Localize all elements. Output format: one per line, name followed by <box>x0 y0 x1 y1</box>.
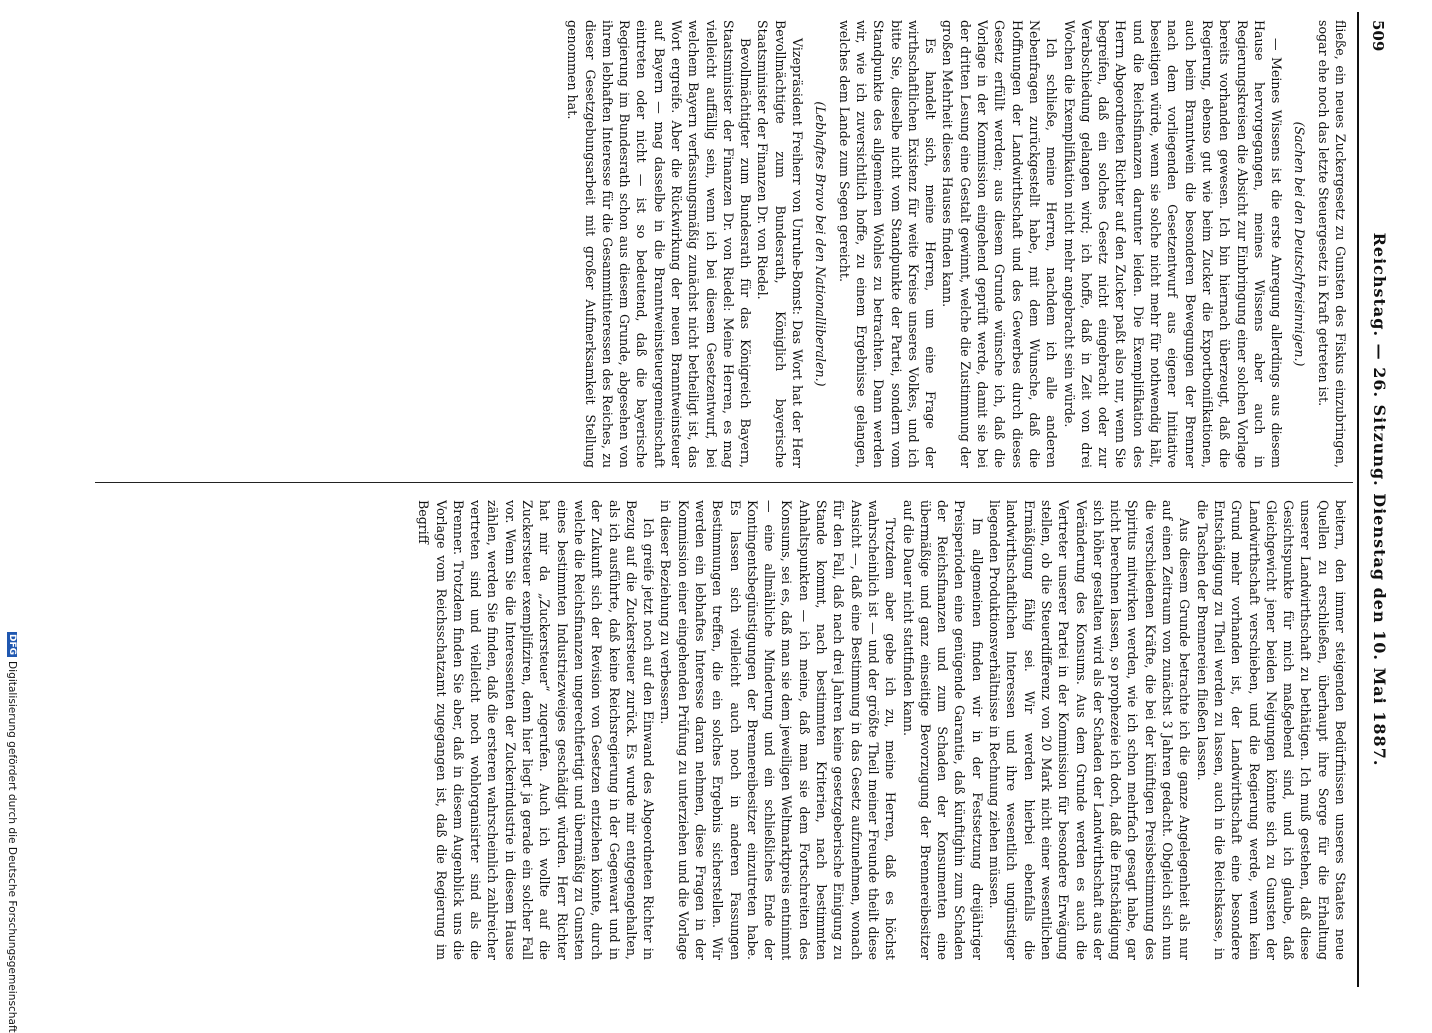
dfg-logo: DFG <box>7 634 17 656</box>
right-column <box>99 500 1349 960</box>
paragraph: Bevollmächtigter zum Bundesrath für das Königreich Bayern, Staatsminister der Finanzen Dr. von Riedel: Meine Herren, es mag vielleicht auffällig sein, wenn ich bei diesem Gesetzentwurf, bei welchem Bayern verfassungsmäßig zunächst nicht betheiligt ist, das Wort ergreife. Aber die Rückwirkung der neuen Branntweinsteuer auf Bayern — mag dasselbe in die Branntweinsteuergemeinschaft eintreten oder nicht — ist so bedeutend, daß die bayerische Regierung im Bundesrath schon aus diesem Grunde, abgesehen von ihrem lebhaften Interesse für die Gesammtinteressen des Reiches, zu dieser Gesetzgebungsarbeit mit großer Aufmerksamkeit Stellung genommen hat. <box>565 20 754 468</box>
paragraph: Ich schließe, meine Herren, nachdem ich alle anderen Nebenfragen zurückgestellt habe, mit dem Wunsche, daß die Hoffnungen der Landwirthschaft und des Gewerbes durch dieses Gesetz erfüllt werden; aus diesem Grunde wünsche ich, daß die Vorlage in der Kommission eingehend geprüft werde, damit sie bei der dritten Lesung eine Gestalt gewinnt, welche die Zustimmung der großen Mehrheit dieses Hauses finden kann. <box>940 20 1060 468</box>
stage-direction: (Lebhaftes Bravo bei den Nationalliberalen.) <box>813 101 829 387</box>
left-column <box>99 20 1349 468</box>
paragraph: fließe, ein neues Zuckergesetz zu Gunsten des Fiskus einzubringen, sogar ehe noch das letzte Steuergesetz in Kraft getreten ist. <box>1315 20 1348 468</box>
paragraph: beitern, den immer steigenden Bedürfnissen unseres Staates neue Quellen zu erschließen, überhaupt ihre Sorge für die Erhaltung unserer Landwirthschaft zu bethätigen. Ich muß gestehen, daß diese Gesichtspunkte für mich maßgebend sind, und ich glaube, daß Gleichgewicht jener beiden Neigungen könnte sich zu Gunsten der Landwirthschaft verschieben, und die Regierung werde, wenn kein Grund mehr vorhanden ist, der Landwirthschaft eine besondere Entschädigung zu Theil werden zu lassen, auch in die Reichskasse, in die Taschen der Brennereien fließen lassen. <box>1194 500 1348 960</box>
paragraph: Trotzdem aber gebe ich zu, meine Herren, daß es höchst wahrscheinlich ist — und der größte Theil meiner Freunde theilt diese Ansicht —, daß eine Bestimmung in das Gesetz aufzunehmen, wonach für den Fall, daß nach drei Jahren keine gesetzgeberische Einigung zu Stande kommt, nach bestimmten Kriterien, nach bestimmten Anhaltspunkten — ich meine, daß man sie dem Fortschreiten des Konsums, sei es, daß man sie dem jeweiligen Weltmarktpreis entnimmt — eine allmähliche Minderung und ein schließliches Ende der Kontingentsbegünstigungen der Brennereibesitzer einzutreten habe. Es lassen sich vielleicht auch noch in anderen Fassungen Bestimmungen treffen, die ein solches Ergebnis sicherstellen. Wir werden ein lebhaftes Interesse daran nehmen, diese Fragen in der Kommission einer eingehenden Prüfung zu unterziehen und die Vorlage in dieser Beziehung zu verbessern. <box>658 500 899 960</box>
credit-text: Digitalisierung gefördert durch die Deutsche Forschungsgemeinschaft <box>6 661 18 1033</box>
header-rule <box>1357 12 1359 987</box>
paragraph: Im allgemeinen finden wir in der Festsetzung dreijähriger Preisperioden eine genügende Garantie, daß künftighin zum Schaden der Reichsfinanzen und zum Schaden der Konsumenten eine übermäßige und ganz einseitige Bevorzugung der Brennereibesitzer auf die Dauer nicht stattfinden kann. <box>900 500 985 960</box>
stage-direction: (Sachen bei den Deutschfreisinnigen.) <box>1292 121 1308 367</box>
paragraph: Es handelt sich, meine Herren, um eine Frage der wirthschaftlichen Existenz für weite Kreise unseres Volkes, und ich bitte Sie, dieselbe nicht vom Standpunkte der Partei, sondern vom Standpunkte des allgemeinen Wohles zu betrachten. Dann werden wir, wie ich zuversichtlich hoffe, zu einem Ergebnisse gelangen, welches dem Lande zum Segen gereicht. <box>836 20 939 468</box>
paragraph: Ich greife jetzt noch auf den Einwand des Abgeordneten Richter in Bezug auf die Zuckersteuer zurück. Es wurde mir entgegengehalten, als ich ausführte, daß keine Reichsregierung in der Gegenwart und in der Zukunft sich der Revision von Gesetzen entziehen könnte, durch welche die Reichsfinanzen ungerechtfertigt und übermäßig zu Gunsten eines bestimmten Industriezweiges geschädigt würden. Herr Richter hat mir da „Zuckersteuer“ zugerufen. Auch ich wollte auf die Zuckersteuer exemplifiziren, denn hier liegt ja gerade ein solcher Fall vor. Wenn Sie die Interessenten der Zuckerindustrie in diesem Hause zählen, werden Sie finden, daß die ersteren wahrscheinlich zahlreicher vertreten sind und vielleicht noch wohlorganisirter sind als die Brenner. Trotzdem finden Sie aber, daß in diesem Augenblick uns die Vorlage vom Reichsschatzamt zugegangen ist, daß die Regierung im Begriff <box>416 500 657 960</box>
paragraph: — Meines Wissens ist die erste Anregung allerdings aus diesem Hause hervorgegangen, meines Wissens aber auch in Regierungskreisen die Absicht zur Einbringung einer solchen Vorlage bereits vorhanden gewesen. Ich bin hiernach überzeugt, daß die Regierung, ebenso gut wie beim Zucker die Exportbonifikationen, auch beim Branntwein die besonderen Bewegungen der Brenner nach dem vorliegenden Gesetzentwurf aus eigener Initiative beseitigen würde, wenn sie solche nicht mehr für nothwendig hält, und die Reichsfinanzen darunter leiden. Die Exemplifikation des Herrn Abgeordneten Richter auf den Zucker paßt also nur, wenn Sie begreifen, daß ein solches Gesetz nicht eingebracht oder zur Verabschiedung gelangen wird; ich hoffe, daß in Zeit von drei Wochen die Exemplifikation nicht mehr angebracht sein würde. <box>1061 20 1285 468</box>
digitization-credit <box>2 632 22 1033</box>
newspaper-page <box>81 12 1393 987</box>
page-number: 509 <box>1369 20 1387 52</box>
paragraph: Vizepräsident Freiherr von Unruhe-Bomst: Das Wort hat der Herr Bevollmächtigte zum Bundesrath, Königlich bayerische Staatsminister der Finanzen Dr. von Riedel. <box>755 20 806 468</box>
running-title: Reichstag. — 26. Sitzung. Dienstag den 10. Mai 1887. <box>1370 232 1389 767</box>
page-header <box>1361 12 1393 987</box>
paragraph: Aus diesem Grunde betrachte ich die ganze Angelegenheit als nur auf einen Zeitraum von zunächst 3 Jahren gedacht. Obgleich sich nun die verschiedenen Kräfte, die bei der künftigen Preisbestimmung des Spiritus mitwirken werden, wie ich schon mehrfach gesagt habe, gar nicht berechnen lassen, so prophezeie ich doch, daß die Entschädigung sich höher gestalten wird als der Schaden der Landwirthschaft aus der Veränderung des Konsums. Aus dem Grunde werden es auch die Vertreter unserer Partei in der Kommission für besondere Erwägung stellen, ob die Steuerdifferenz von 20 Mark nicht einer wesentlichen Ermäßigung fähig sei. Wir werden hierbei ebenfalls die landwirthschaftlichen Interessen und ihre wesentlich ungünstiger liegenden Produktionsverhältnisse in Rechnung ziehen müssen. <box>987 500 1193 960</box>
column-divider <box>95 482 1353 483</box>
